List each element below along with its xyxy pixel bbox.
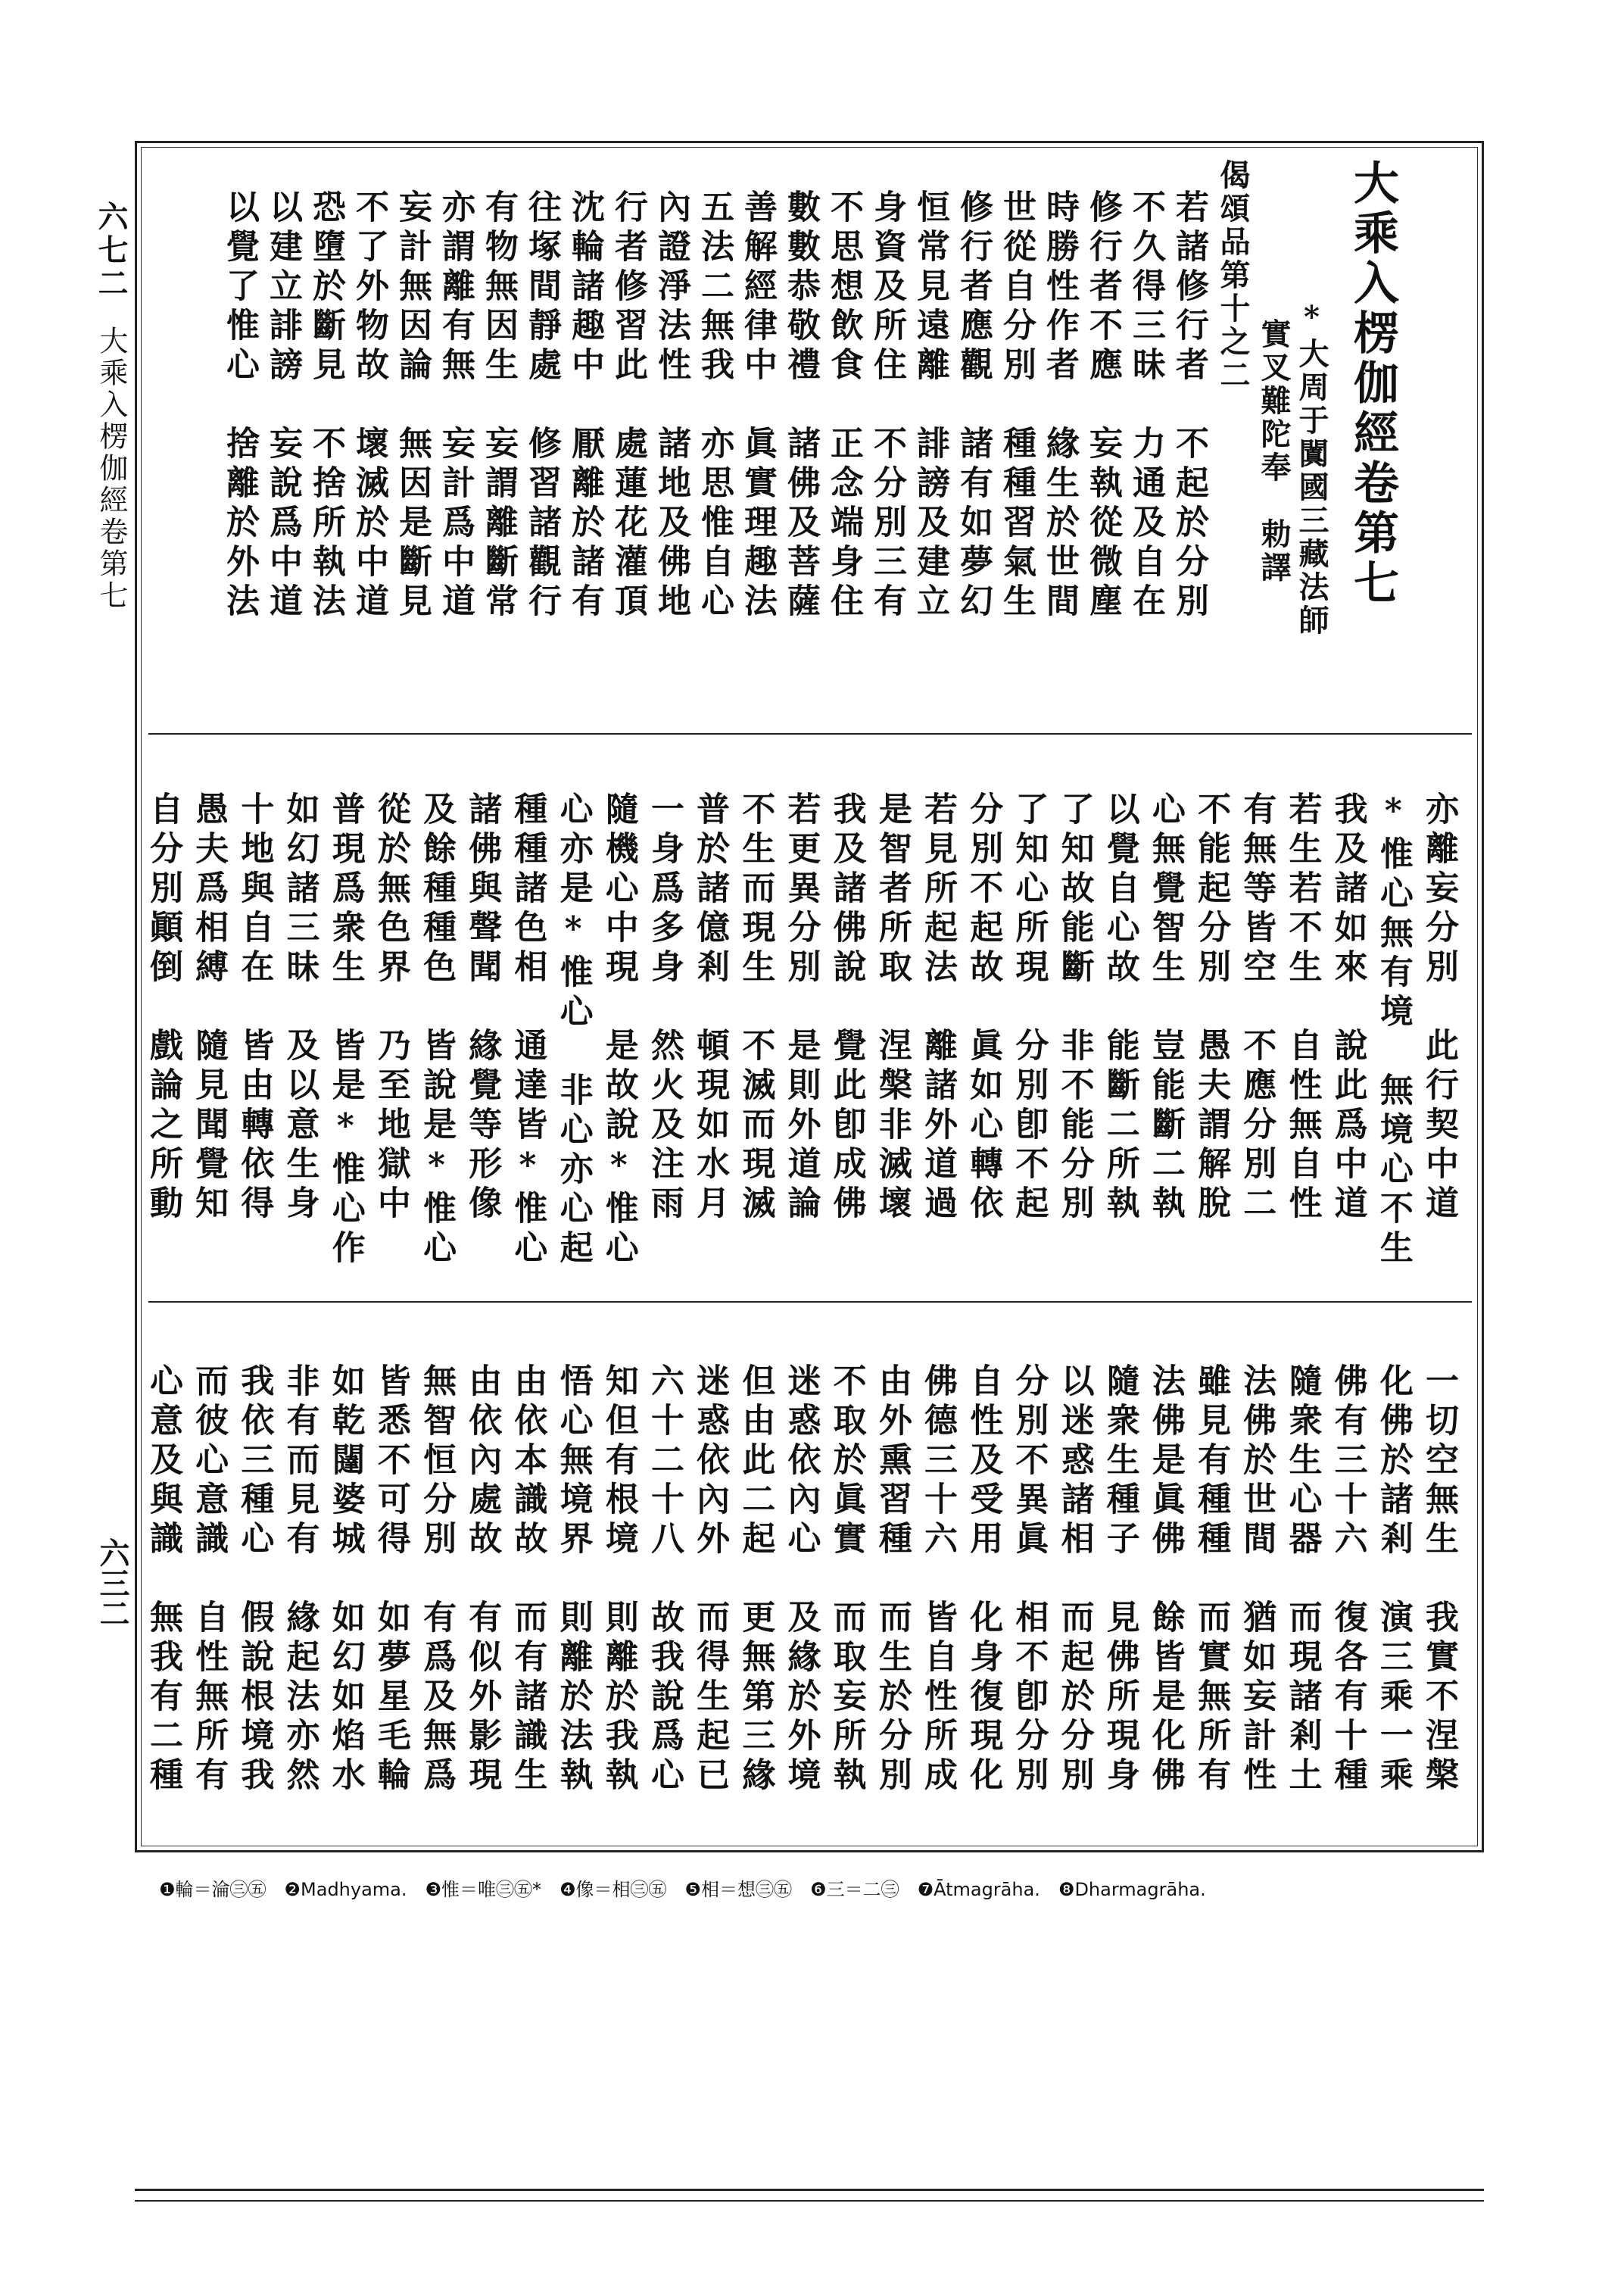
verse-line: 沈輪諸趣中 厭離於諸有 bbox=[566, 189, 604, 623]
verse-line: 身資及所住 不分別三有 bbox=[868, 189, 906, 623]
verse-line: 六十二十八 故我說爲心 bbox=[644, 1363, 684, 1796]
verse-line: 不了外物故 壞滅於中道 bbox=[350, 189, 388, 623]
verse-line: 法佛於世間 猶如妄計性 bbox=[1237, 1363, 1276, 1796]
verse-line: 而彼心意識 自性無所有 bbox=[189, 1363, 229, 1796]
verse-line: 皆悉不可得 如夢星毛輪 bbox=[371, 1363, 410, 1796]
verse-line: 妄計無因論 無因是斷見 bbox=[393, 189, 432, 623]
verse-line: 我及諸佛說 覺此卽成佛 bbox=[827, 791, 866, 1225]
verse-line: 不思想飲食 正念端身住 bbox=[824, 189, 863, 623]
verse-line: 以迷惑諸相 而起於分別 bbox=[1055, 1363, 1094, 1796]
verse-line: 恒常見遠離 誹謗及建立 bbox=[911, 189, 949, 623]
verse-line: 時勝性作者 緣生於世間 bbox=[1040, 189, 1079, 623]
verse-line: 若諸修行者 不起於分別 bbox=[1170, 189, 1208, 623]
folio-number: 六三二 bbox=[95, 1537, 130, 1628]
running-head: 大乘入楞伽經卷第七 bbox=[95, 326, 128, 612]
verse-line: 普現爲衆生 皆是*惟心作 bbox=[326, 791, 365, 1269]
verse-line: 不久得三昧 力通及自在 bbox=[1127, 189, 1165, 623]
verse-line: 有無等皆空 不應分別二 bbox=[1237, 791, 1276, 1225]
verse-line: 由依本識故 而有諸識生 bbox=[508, 1363, 547, 1796]
bottom-rule-thin bbox=[135, 2200, 1484, 2202]
bottom-rule bbox=[135, 2189, 1484, 2191]
verse-line: 從於無色界 乃至地獄中 bbox=[371, 791, 410, 1225]
verse-line: 數數恭敬禮 諸佛及菩薩 bbox=[781, 189, 820, 623]
verse-line: 我及諸如來 說此爲中道 bbox=[1328, 791, 1367, 1225]
verse-line: 及餘種種色 皆說是*惟心 bbox=[417, 791, 457, 1269]
verse-line: 佛有三十六 復各有十種 bbox=[1328, 1363, 1367, 1796]
verse-line: 若見所起法 離諸外道過 bbox=[918, 791, 958, 1225]
verse-line: 悟心無境界 則離於法執 bbox=[553, 1363, 593, 1796]
verse-line: 以覺了惟心 捨離於外法 bbox=[220, 189, 259, 623]
verse-line: 迷惑依內外 而得生起已 bbox=[690, 1363, 730, 1796]
verse-line: 分別不異眞 相不卽分別 bbox=[1009, 1363, 1049, 1796]
verse-line: 自性及受用 化身復現化 bbox=[964, 1363, 1003, 1796]
verse-line: 一身爲多身 然火及注雨 bbox=[644, 791, 684, 1225]
verse-line: 世從自分別 種種習氣生 bbox=[997, 189, 1036, 623]
verse-line: 了知心所現 分別卽不起 bbox=[1009, 791, 1049, 1225]
verse-line: 非有而見有 緣起法亦然 bbox=[280, 1363, 320, 1796]
footnotes: ❶輪＝淪㊂㊄ ❷Madhyama. ❸惟＝唯㊂㊄* ❹像＝相㊂㊄ ❺相＝想㊂㊄ ❻三＝二㊂ ❼Ātmagrāha. ❽Dharmagrāha. bbox=[159, 1879, 1206, 1900]
verse-line: 化佛於諸剎 演三乘一乘 bbox=[1373, 1363, 1413, 1796]
verse-line: 由外熏習種 而生於分別 bbox=[872, 1363, 912, 1796]
verse-line: 有物無因生 妄謂離斷常 bbox=[479, 189, 518, 623]
translator-line-2: 實叉難陀奉 勅譯 bbox=[1256, 318, 1292, 585]
verse-line: 十地與自在 皆由轉依得 bbox=[235, 791, 274, 1225]
verse-line: 善解經律中 眞實理趣法 bbox=[738, 189, 777, 623]
verse-line: 雖見有種種 而實無所有 bbox=[1192, 1363, 1231, 1796]
verse-line: 如幻諸三昧 及以意生身 bbox=[280, 791, 320, 1225]
verse-line: 由依內處故 有似外影現 bbox=[463, 1363, 502, 1796]
verse-line: *惟心無有境 無境心不生 bbox=[1373, 791, 1413, 1269]
verse-line: 佛德三十六 皆自性所成 bbox=[918, 1363, 958, 1796]
verse-line: 愚夫爲相縛 隨見聞覺知 bbox=[189, 791, 229, 1225]
verse-line: 以建立誹謗 妄說爲中道 bbox=[263, 189, 302, 623]
verse-line: 普於諸億剎 頓現如水月 bbox=[690, 791, 730, 1225]
verse-line: 隨衆生心器 而現諸剎土 bbox=[1283, 1363, 1322, 1796]
verse-line: 心無覺智生 豈能斷二執 bbox=[1146, 791, 1185, 1225]
verse-line: 隨衆生種子 見佛所現身 bbox=[1100, 1363, 1139, 1796]
verse-line: 隨機心中現 是故說*惟心 bbox=[599, 791, 638, 1269]
verse-line: 法佛是眞佛 餘皆是化佛 bbox=[1146, 1363, 1185, 1796]
verse-line: 是智者所取 涅槃非滅壞 bbox=[872, 791, 912, 1225]
verse-line: 亦離妄分別 此行契中道 bbox=[1420, 791, 1458, 1225]
verse-line: 種種諸色相 通達皆*惟心 bbox=[508, 791, 547, 1269]
verse-line: 不生而現生 不滅而現滅 bbox=[736, 791, 775, 1225]
verse-line: 分別不起故 眞如心轉依 bbox=[964, 791, 1003, 1225]
verse-line: 修行者應觀 諸有如夢幻 bbox=[954, 189, 993, 623]
verse-line: 若更異分別 是則外道論 bbox=[781, 791, 821, 1225]
sutra-title: 大乘入楞伽經卷第七 bbox=[1346, 159, 1399, 609]
verse-line: 了知故能斷 非不能分別 bbox=[1055, 791, 1094, 1225]
register-divider-1 bbox=[148, 733, 1472, 735]
verse-line: 迷惑依內心 及緣於外境 bbox=[781, 1363, 821, 1796]
verse-line: 不取於眞實 而取妄所執 bbox=[827, 1363, 866, 1796]
verse-line: 如乾闥婆城 如幻如焰水 bbox=[326, 1363, 365, 1796]
verse-line: 行者修習此 處蓮花灌頂 bbox=[609, 189, 647, 623]
verse-line: 心意及與識 無我有二種 bbox=[144, 1363, 182, 1796]
register-divider-2 bbox=[148, 1301, 1472, 1303]
verse-line: 但由此二起 更無第三緣 bbox=[736, 1363, 775, 1796]
verse-line: 亦謂離有無 妄計爲中道 bbox=[436, 189, 475, 623]
verse-line: 五法二無我 亦思惟自心 bbox=[695, 189, 734, 623]
verse-line: 知但有根境 則離於我執 bbox=[599, 1363, 638, 1796]
verse-line: 內證淨法性 諸地及佛地 bbox=[652, 189, 690, 623]
verse-line: 無智恒分別 有爲及無爲 bbox=[417, 1363, 457, 1796]
verse-line: 我依三種心 假說根境我 bbox=[235, 1363, 274, 1796]
verse-line: 以覺自心故 能斷二所執 bbox=[1100, 791, 1139, 1225]
page-number: 六七二 bbox=[93, 201, 129, 301]
verse-line: 修行者不應 妄執從微塵 bbox=[1083, 189, 1122, 623]
verse-line: 不能起分別 愚夫謂解脫 bbox=[1192, 791, 1231, 1225]
verse-line: 一切空無生 我實不涅槃 bbox=[1420, 1363, 1458, 1796]
verse-line: 往塚間靜處 修習諸觀行 bbox=[522, 189, 561, 623]
verse-line: 若生若不生 自性無自性 bbox=[1283, 791, 1322, 1225]
chapter-heading: 偈頌品第十之二 bbox=[1215, 159, 1251, 392]
verse-line: 恐墮於斷見 不捨所執法 bbox=[307, 189, 345, 623]
translator-line-1: *大周于闐國三藏法師 bbox=[1294, 299, 1329, 638]
verse-line: 心亦是*惟心 非心亦心起 bbox=[553, 791, 593, 1269]
verse-line: 自分別顚倒 戲論之所動 bbox=[144, 791, 182, 1225]
verse-line: 諸佛與聲聞 緣覺等形像 bbox=[463, 791, 502, 1225]
